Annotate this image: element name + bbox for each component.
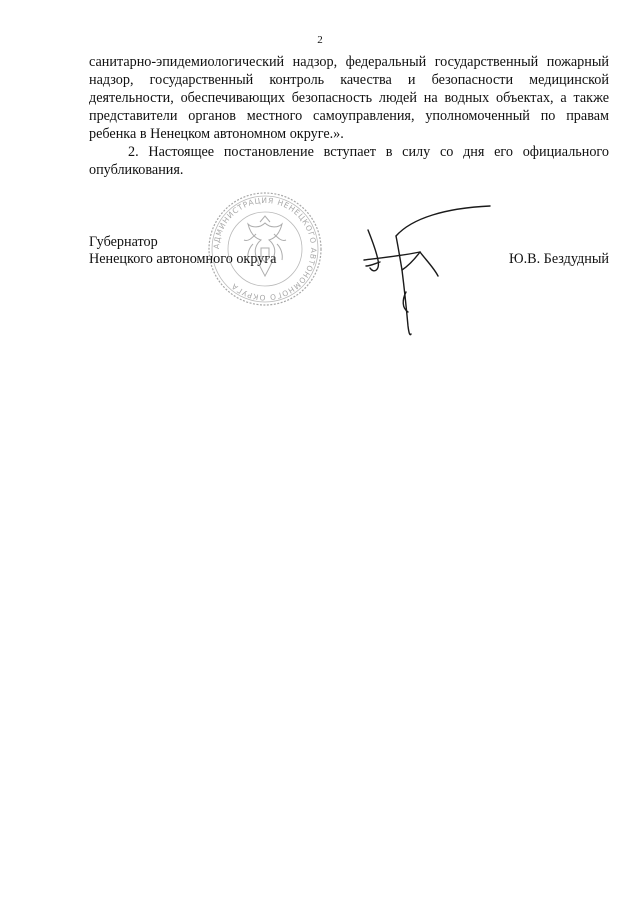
document-body: [89, 53, 609, 179]
signature-block: [89, 233, 609, 353]
paragraph-2: 2. Настоящее постановление вступает в силу со дня его официального опубликования.: [89, 144, 609, 178]
seal-ring-textpath: АДМИНИСТРАЦИЯ НЕНЕЦКОГО АВТОНОМНОГО ОКРУГА: [211, 195, 319, 303]
page-number: 2: [317, 34, 323, 46]
handwritten-signature: [356, 196, 496, 336]
emblem-icon: [244, 216, 286, 276]
signer-position-line-1: Губернатор: [89, 234, 158, 250]
signer-position-line-2: Ненецкого автономного округа: [89, 251, 277, 267]
official-seal: [206, 190, 324, 308]
paragraph-continuation: санитарно-эпидемиологический надзор, федеральный государственный пожарный надзор, государственный контроль качества и безопасности медицинской деятельности, обеспечивающих безопасность людей на водных объектах, а также представители органов местного самоуправления, уполномоченный по правам ребенка в Ненецком автономном округе.».: [89, 54, 609, 142]
signer-name: Ю.В. Бездудный: [508, 251, 609, 267]
